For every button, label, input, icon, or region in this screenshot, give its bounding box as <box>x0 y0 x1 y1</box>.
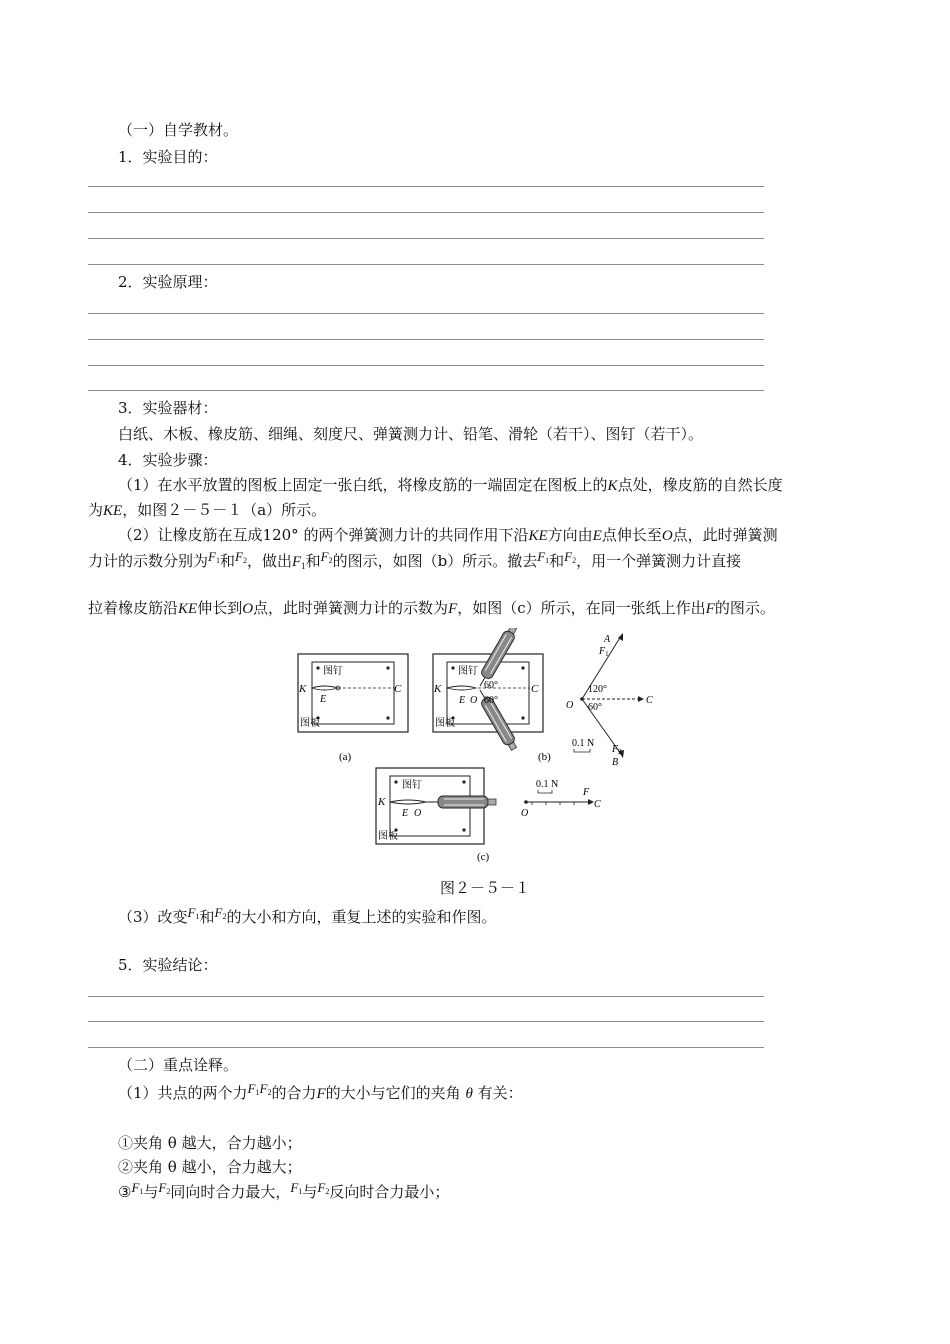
point-a-label: A <box>604 634 611 645</box>
materials-text: 白纸、木板、橡皮筋、细绳、刻度尺、弹簧测力计、铅笔、滑轮（若干）、图钉（若干）。 <box>118 425 704 443</box>
figure-b <box>433 628 551 763</box>
figure-caption: 图２－５－１ <box>440 879 531 897</box>
point-o-label: O <box>414 808 422 819</box>
answer-line[interactable] <box>88 996 764 997</box>
point-k-label: K <box>378 796 386 808</box>
point-e-label: E <box>402 808 409 819</box>
scale-label: 0.1 N <box>572 738 595 749</box>
point-c-label: C <box>531 683 539 695</box>
step2-line1: （2）让橡皮筋在互成120° 的两个弹簧测力计的共同作用下沿KE方向由E点伸长至O点，此时弹簧测 <box>118 526 778 544</box>
answer-line[interactable] <box>88 365 764 366</box>
answer-line[interactable] <box>88 1021 764 1022</box>
angle-60-label: 60° <box>484 680 498 691</box>
part2-heading: （二）重点诠释。 <box>118 1056 239 1074</box>
point-c-label: C <box>394 683 402 695</box>
step1-line1: （1）在水平放置的图板上固定一张白纸，将橡皮筋的一端固定在图板上的K点处，橡皮筋的自然长度 <box>118 476 783 494</box>
answer-line[interactable] <box>88 339 764 340</box>
angle-60-label: 60° <box>588 702 602 713</box>
answer-line[interactable] <box>88 186 764 187</box>
point-c-label: C <box>594 799 601 810</box>
point-k-label: K <box>299 683 307 695</box>
part1-heading: （一）自学教材。 <box>118 121 239 139</box>
board-label: 图板 <box>435 718 455 729</box>
pin-label: 图钉 <box>402 780 422 791</box>
answer-line[interactable] <box>88 313 764 314</box>
pin-label: 图钉 <box>323 666 343 677</box>
section3-title: 3．实验器材： <box>118 399 218 417</box>
label-b: (b) <box>538 751 551 763</box>
step1-line2: 为KE，如图２－５－１（a）所示。 <box>88 501 327 519</box>
answer-line[interactable] <box>88 264 764 265</box>
board-label: 图板 <box>300 718 320 729</box>
angle-60-label: 60° <box>484 695 498 706</box>
figure-a <box>298 654 408 763</box>
step3-text: （3）改变$F_1$和$F_2$的大小和方向，重复上述的实验和作图。 <box>118 905 497 926</box>
point-o-label: O <box>470 695 478 706</box>
point-c-label: C <box>646 695 653 706</box>
point-o-label: O <box>566 700 574 711</box>
conclusion-item-2: ②夹角 θ 越小，合力越大； <box>118 1158 302 1176</box>
point-k-label: K <box>434 683 442 695</box>
label-a: (a) <box>339 751 352 763</box>
conclusion-item-3: $③F_1$与$F_2$同向时合力最大，$F_1$与$F_2$反向时合力最小； <box>118 1180 450 1201</box>
answer-line[interactable] <box>88 390 764 391</box>
figure-c <box>376 768 601 863</box>
answer-line[interactable] <box>88 1047 764 1048</box>
scale-label: 0.1 N <box>536 779 559 790</box>
answer-line[interactable] <box>88 212 764 213</box>
force-vector-diagram <box>566 633 653 768</box>
experiment-figure <box>290 628 670 868</box>
point-e-label: E <box>320 694 327 705</box>
f-label: F <box>583 787 590 798</box>
conclusion-item-1: ①夹角 θ 越大，合力越小； <box>118 1134 302 1152</box>
section5-title: 5．实验结论： <box>118 956 218 974</box>
point-b-label: B <box>612 757 619 768</box>
step2-line2: 力计的示数分别为$F_1$和$F_2$，做出$F_1$和$F_2$的图示，如图（b）所示。撤去$F_1$和$F_2$，用一个弹簧测力计直接 <box>88 549 742 571</box>
angle-120-label: 120° <box>588 684 607 695</box>
section1-title: 1．实验目的： <box>118 148 218 166</box>
f2-label: $F_2$ <box>612 744 622 756</box>
point1-text: （1）共点的两个力$F_1F_2$的合力F的大小与它们的夹角 θ 有关： <box>118 1081 523 1102</box>
section2-title: 2．实验原理： <box>118 273 218 291</box>
label-c: (c) <box>477 851 490 863</box>
point-e-label: E <box>459 695 466 706</box>
section4-title: 4．实验步骤： <box>118 451 218 469</box>
pin-label: 图钉 <box>458 666 478 677</box>
step2-line3: 拉着橡皮筋沿KE伸长到O点，此时弹簧测力计的示数为F，如图（c）所示，在同一张纸上作出F的图示。 <box>88 599 775 617</box>
point-o-label: O <box>521 808 529 819</box>
f1-label: $F_1$ <box>599 646 609 658</box>
answer-line[interactable] <box>88 238 764 239</box>
board-label: 图板 <box>378 831 398 842</box>
